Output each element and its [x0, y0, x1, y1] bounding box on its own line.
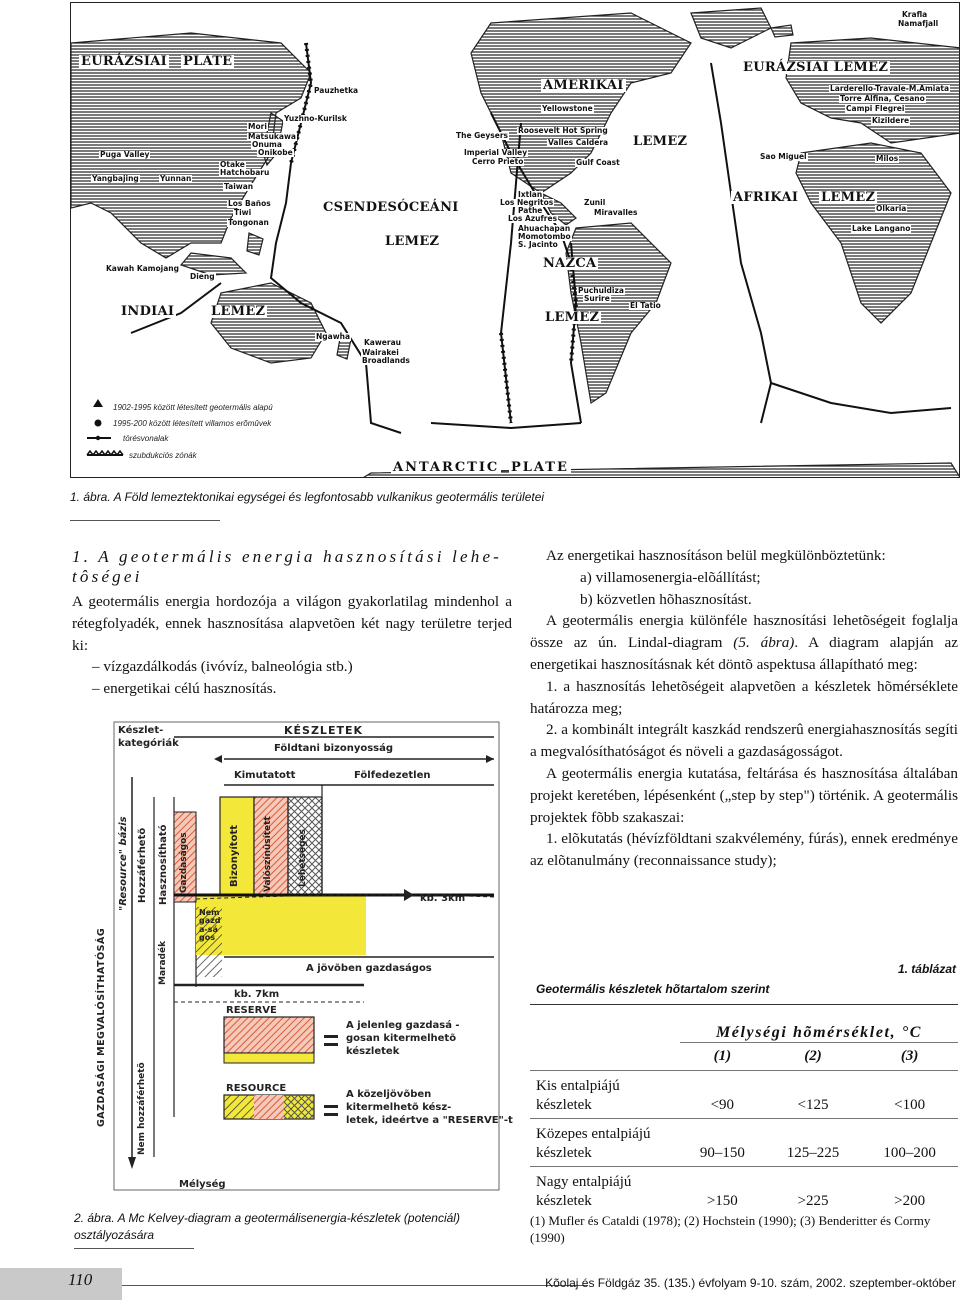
kelvey-label: készletek [346, 1046, 400, 1057]
left-body-text [72, 591, 512, 700]
plate-label-indian: INDIAI [121, 304, 175, 319]
caption-rule [74, 1248, 194, 1249]
table-empty-cell [530, 1008, 680, 1042]
site-label: Namafjall [898, 19, 939, 28]
table-row-label [530, 1166, 680, 1214]
site-label: Momotombo [518, 232, 571, 241]
plate-label-pacific: CSENDESÓCEÁNI [323, 200, 459, 215]
kelvey-label: Nem gazda-ságos [199, 908, 221, 943]
kelvey-label: kitermelhetõ kész- [346, 1102, 452, 1113]
kelvey-vlabel: GAZDASÁGI MEGVALÓSÍTHATÓSÁG [96, 927, 107, 1127]
site-label: Dieng [190, 272, 215, 281]
right-body-text [530, 545, 958, 872]
kelvey-label: Mélység [179, 1179, 226, 1190]
world-geothermal-map [70, 2, 960, 478]
figure-reference: (5. ábra) [733, 634, 795, 652]
kelvey-vlabel: Bizonyított [229, 824, 240, 887]
site-label: Lake Langano [852, 224, 911, 233]
row-label-line: készletek [536, 1096, 592, 1113]
kelvey-label: Készlet- [118, 725, 164, 736]
site-label: Larderello-Travale-M.Amiata [830, 84, 950, 93]
footer-rule [122, 1285, 588, 1286]
table-row [530, 1118, 958, 1166]
legend-item: 1902-1995 között létesített geotermális alapú [113, 403, 273, 412]
legend-item: törésvonalak [123, 434, 169, 443]
table-cell: 100–200 [861, 1118, 958, 1166]
heading-line: 1. A geotermális energia hasznosítási lehe- [72, 547, 503, 566]
kelvey-vlabel: Hozzáférhetõ [137, 827, 148, 903]
table-cell: 90–150 [680, 1118, 765, 1166]
kelvey-vlabel: Hasznosítható [158, 824, 169, 905]
kelvey-label: Fölfedezetlen [354, 770, 431, 781]
site-label: Taiwan [224, 182, 254, 191]
plate-label-pacific-lemez: LEMEZ [385, 234, 440, 249]
kelvey-vlabel: Maradék [158, 940, 168, 985]
site-label: Los Azufres [508, 214, 558, 223]
site-label: The Geysers [456, 131, 508, 140]
table-cell: >225 [765, 1166, 862, 1214]
kelvey-vlabel: Lehetséges [298, 828, 308, 887]
site-label: Puga Valley [100, 150, 150, 159]
row-label-line: készletek [536, 1193, 592, 1209]
plate-label-eurasia-left-plate: PLATE [183, 54, 233, 69]
list-item: – energetikai célú hasznosítás. [92, 680, 277, 698]
site-label: Pauzhetka [314, 86, 359, 95]
plate-label-america: AMERIKAI [543, 78, 624, 93]
site-label: Ixtlan [518, 190, 543, 199]
section-heading [72, 547, 512, 587]
kelvey-label: A jelenleg gazdasá - [346, 1020, 460, 1031]
journal-reference: Kõolaj és Földgáz 35. (135.) évfolyam 9-10. szám, 2002. szeptember-október [545, 1276, 956, 1290]
site-label: Milos [876, 154, 899, 163]
caption-rule [70, 520, 220, 521]
kelvey-label: A jövõben gazdaságos [306, 963, 432, 974]
page-number-badge [0, 1268, 122, 1300]
site-label: Kawah Kamojang [106, 264, 179, 273]
table-number: 1. táblázat [897, 962, 956, 976]
table-cell: >150 [680, 1166, 765, 1214]
paragraph: 2. a kombinált integrált kaszkád rendszerû energiahasznosítás segíti a megvalósíthatóságot és növeli a gazdaságosságot. [530, 721, 958, 761]
site-label: Yunnan [160, 174, 192, 183]
kelvey-label: letek, ideértve a "RESERVE"-t [346, 1115, 513, 1126]
kelvey-label: kb. 7km [234, 989, 280, 1000]
site-label: Krafla [902, 10, 928, 19]
heading-line: tôségei [72, 567, 143, 586]
list-item: b) közvetlen hõhasznosítást. [580, 590, 752, 608]
site-label: Kizildere [872, 116, 910, 125]
site-label: Tongonan [228, 218, 269, 227]
site-label: Wairakei [362, 348, 399, 357]
paragraph: 1. a hasznosítás lehetõségeit alapvetõen a készletek hõmérséklete határozza meg; [530, 677, 958, 717]
plate-label-indian-lemez: LEMEZ [211, 304, 266, 319]
kelvey-label: RESERVE [226, 1005, 277, 1016]
table-cell: 125–225 [765, 1118, 862, 1166]
site-label: Surire [584, 294, 610, 303]
plate-label-eurasia-right: EURÁZSIAI LEMEZ [743, 60, 889, 75]
list-item: a) villamosenergia-elõállítást; [580, 568, 761, 586]
site-label: Miravalles [594, 208, 638, 217]
site-label: Gulf Coast [576, 158, 620, 167]
site-label: Onikobe [258, 148, 293, 157]
site-label: El Tatio [630, 301, 661, 310]
mckelvey-diagram [74, 717, 513, 1197]
site-label: Onuma [252, 140, 282, 149]
kelvey-vlabel: Nem hozzáférhetõ [137, 1062, 147, 1155]
text-span: A geotermális energia különféle hasznosítási lehetõségeit foglalja össze az ún. Lindal-diagram [530, 612, 958, 652]
site-label: Olkaria [876, 204, 907, 213]
table-col-header: (2) [765, 1042, 862, 1070]
site-label: Zunil [584, 198, 606, 207]
table-row-label [530, 1118, 680, 1166]
site-label: Yuzhno-Kurilsk [284, 114, 347, 123]
site-label: Matsukawa [248, 132, 296, 141]
site-label: Cerro Prieto [472, 157, 524, 166]
page-number: 110 [68, 1270, 93, 1289]
table-empty-cell [530, 1042, 680, 1070]
table-rule [530, 1004, 958, 1005]
row-label-line: Közepes entalpiájú [536, 1125, 651, 1142]
kelvey-vlabel: Gazdaságos [179, 832, 189, 893]
list-item: – vízgazdálkodás (ivóvíz, balneológia stb.) [92, 658, 353, 676]
table-cell: <125 [765, 1070, 862, 1118]
row-label-line: Kis entalpiájú [536, 1077, 620, 1094]
site-label: Yangbajing [92, 174, 139, 183]
table-row [530, 1070, 958, 1118]
legend-item: 1995-200 között létesített villamos erõmûvek [113, 419, 272, 428]
table-row [530, 1166, 958, 1214]
paragraph: Az energetikai hasznosításon belül megkülönböztetünk: [546, 547, 886, 564]
table-caption: Geotermális készletek hõtartalom szerint [536, 982, 770, 996]
site-label: Campi Flegrei [846, 104, 905, 113]
paragraph: A geotermális energia hordozója a világon gyakorlatilag mindenhol a rétegfolyadék, ennek hasznosítása alapvetõen két nagy területre terjed ki: [72, 593, 512, 654]
figure-1-caption: 1. ábra. A Föld lemeztektonikai egységei és legfontosabb vulkanikus geotermális területei [70, 490, 545, 504]
figure-2-caption: 2. ábra. A Mc Kelvey-diagram a geotermálisenergia-készletek (potenciál) osztályozására [74, 1211, 460, 1242]
site-label: Otake [220, 160, 245, 169]
plate-label-nazca-lemez: LEMEZ [545, 310, 600, 325]
text-span: . A diagram alapján az energetikai hasznosításnak két döntõ aspektusa állapítható meg: [530, 634, 958, 673]
plate-label-african: AFRIKAI [733, 190, 799, 205]
site-label: Roosevelt Hot Spring [518, 126, 608, 135]
site-label: Los Baños [228, 199, 271, 208]
kelvey-vlabel: Valószínûsített [263, 816, 273, 892]
kelvey-label: A közeljövõben [346, 1089, 432, 1100]
paragraph: 1. elõkutatás (hévízföldtani szakvélemény, fúrás), ennek eredménye az elõtanulmány (reconnaissance study); [530, 830, 958, 870]
site-label: Imperial Valley [464, 148, 528, 157]
plate-label-eurasia-left: EURÁZSIAI [81, 54, 167, 69]
row-label-line: készletek [536, 1144, 592, 1161]
kelvey-label: Kimutatott [234, 770, 296, 781]
kelvey-label: KÉSZLETEK [284, 724, 364, 737]
site-label: Puchuldiza [578, 286, 624, 295]
paragraph: A geotermális energia kutatása, feltárása és hasznosítása általában projekt keretében, lépésenként („step by step") történik. A geotermális projektek fõbb szakaszai: [530, 764, 958, 826]
site-label: Hatchobaru [220, 168, 270, 177]
plate-label-antarctic-plate: PLATE [511, 460, 569, 475]
table-col-header: (3) [861, 1042, 958, 1070]
table-cell: <90 [680, 1070, 765, 1118]
site-label: Mori [248, 122, 267, 131]
table-col-header: (1) [680, 1042, 765, 1070]
site-label: Ahuachapan [518, 224, 571, 233]
table-header: Mélységi hõmérséklet, °C [715, 1023, 923, 1041]
site-label: Pathe [518, 206, 543, 215]
table-row-label [530, 1070, 680, 1118]
paragraph [530, 610, 958, 675]
site-label: Torre Alfina, Cesano [840, 94, 925, 103]
plate-label-america-lemez: LEMEZ [633, 134, 688, 149]
table-cell: >200 [861, 1166, 958, 1214]
plate-label-nazca: NAZCA [543, 256, 597, 271]
plate-label-antarctic: ANTARCTIC [393, 460, 500, 475]
legend-item: szubdukciós zónák [129, 451, 197, 460]
kelvey-label: kb. 3km [420, 893, 466, 904]
kelvey-label: gosan kitermelhetõ [346, 1033, 457, 1044]
table-footnote: (1) Mufler és Cataldi (1978); (2) Hochstein (1990); (3) Benderitter és Cormy (1990) [530, 1213, 931, 1245]
site-label: Yellowstone [542, 104, 593, 113]
kelvey-label: RESOURCE [226, 1083, 287, 1094]
table-cell: <100 [861, 1070, 958, 1118]
kelvey-label: kategóriák [118, 738, 179, 749]
enthalpy-table [530, 1008, 958, 1214]
site-label: Los Negritos [500, 198, 554, 207]
site-label: S. Jacinto [518, 240, 558, 249]
site-label: Ngawha [316, 332, 351, 341]
plate-label-african-lemez: LEMEZ [821, 190, 876, 205]
site-label: Valles Caldera [548, 138, 609, 147]
site-label: Broadlands [362, 356, 410, 365]
row-label-line: Nagy entalpiájú [536, 1174, 632, 1190]
kelvey-label: Földtani bizonyosság [274, 743, 394, 754]
site-label: Kawerau [364, 338, 401, 347]
kelvey-vlabel: "Resource" bázis [118, 816, 129, 911]
site-label: Sao Miguel [760, 152, 807, 161]
site-label: Tiwi [234, 208, 252, 217]
